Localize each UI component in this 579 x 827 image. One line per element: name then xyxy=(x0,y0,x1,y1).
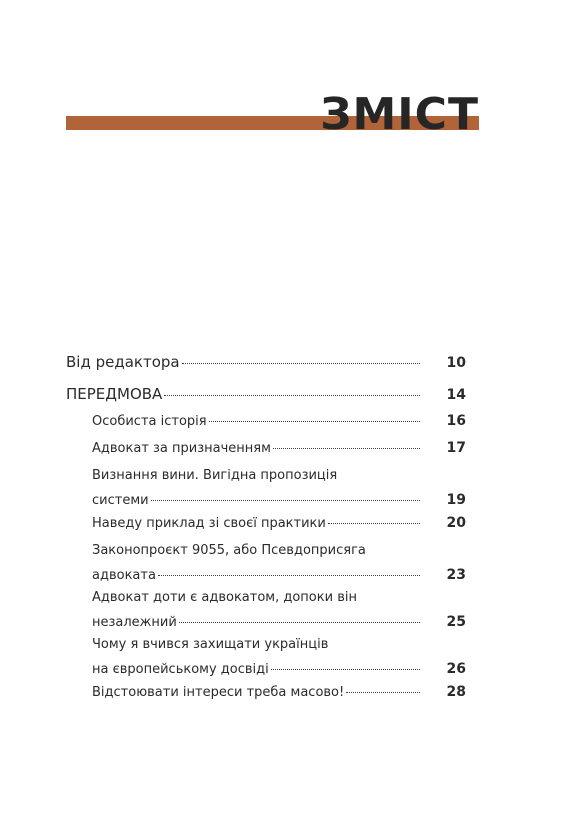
dot-leader xyxy=(179,622,420,623)
toc-entry[interactable] xyxy=(66,436,466,461)
toc-page-number: 17 xyxy=(446,440,466,456)
dot-leader xyxy=(209,421,420,422)
dot-leader xyxy=(346,692,420,693)
toc-entry[interactable] xyxy=(66,680,466,705)
toc-entry-title: на європейському досвіді xyxy=(92,662,269,677)
toc-entry-title: Адвокат за призначенням xyxy=(92,441,271,456)
toc-entry-title: незалежний xyxy=(92,615,177,630)
toc-page-number: 25 xyxy=(446,614,466,630)
toc-page-number: 28 xyxy=(446,684,466,700)
dot-leader xyxy=(164,395,420,396)
toc-entry-title: адвоката xyxy=(92,568,156,583)
toc-page-number: 19 xyxy=(446,492,466,508)
toc-entry-title-line: Адвокат доти є адвокатом, допоки він xyxy=(92,590,357,605)
toc-entry-title: Від редактора xyxy=(66,353,180,371)
page-title: ЗМІСТ xyxy=(320,89,479,140)
toc-entry[interactable] xyxy=(66,539,466,588)
toc-entry-title: ПЕРЕДМОВА xyxy=(66,385,163,403)
toc-entry-title-line: Чому я вчився захищати українців xyxy=(92,637,329,652)
toc-entry-title: Наведу приклад зі своєї практики xyxy=(92,516,326,531)
dot-leader xyxy=(158,575,420,576)
toc-entry-title-line: Законопроєкт 9055, або Псевдоприсяга xyxy=(92,543,366,558)
dot-leader xyxy=(151,500,420,501)
dot-leader xyxy=(182,363,420,364)
toc-page-number: 20 xyxy=(446,515,466,531)
toc-entry-title: Відстоювати інтереси треба масово! xyxy=(92,685,345,700)
toc-entry-title: системи xyxy=(92,493,149,508)
toc-entry[interactable] xyxy=(66,384,466,405)
toc-entry-title: Особиста історія xyxy=(92,414,207,429)
toc-entry-title-line: Визнання вини. Вигідна пропозиція xyxy=(92,468,338,483)
toc-page-number: 16 xyxy=(446,413,466,429)
toc-page-number: 10 xyxy=(446,355,466,371)
toc-entry[interactable] xyxy=(66,464,466,513)
toc-entry[interactable] xyxy=(66,352,466,373)
dot-leader xyxy=(328,523,420,524)
toc-entry[interactable] xyxy=(66,409,466,434)
toc-entry[interactable] xyxy=(66,511,466,536)
dot-leader xyxy=(271,669,420,670)
toc-entry[interactable] xyxy=(66,633,466,682)
toc-page-number: 14 xyxy=(446,387,466,403)
toc-page-number: 26 xyxy=(446,661,466,677)
toc-entry[interactable] xyxy=(66,586,466,635)
toc-page-number: 23 xyxy=(446,567,466,583)
dot-leader xyxy=(273,448,420,449)
